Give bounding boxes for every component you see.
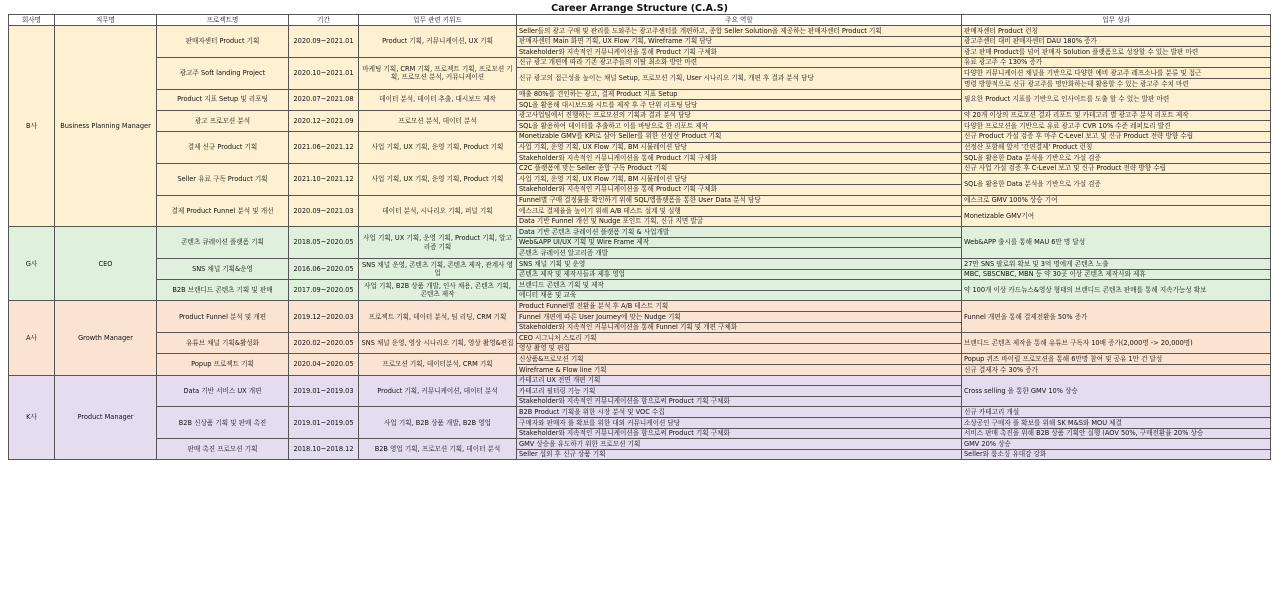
project-name: Product Funnel 분석 및 개편	[157, 301, 289, 333]
result-item: Web&APP 출시를 통해 MAU 6만 명 달성	[962, 227, 1271, 259]
header-job: 직무명	[55, 15, 157, 26]
result-item: MBC, SBSCNBC, MBN 등 약 30곳 이상 콘텐츠 제작사와 제휴	[962, 269, 1271, 280]
project-keywords: 사업 기획, B2B 상품 개발, B2B 영업	[359, 407, 517, 439]
result-item: SQL을 활용한 Data 분석을 기반으로 가설 검증	[962, 174, 1271, 195]
result-item: 다양한 커뮤니케이션 채널을 기반으로 다양한 예비 광고주 레프소나를 분류 및 접근	[962, 68, 1271, 79]
project-name: Data 기반 서비스 UX 개편	[157, 375, 289, 407]
table-row	[9, 131, 1271, 142]
table-row	[9, 375, 1271, 386]
result-item: 신규 Product 가설 검증 후 마주 C-Level 보고 및 신규 Product 전략 방향 수립	[962, 131, 1271, 142]
project-name: SNS 채널 기획&운영	[157, 259, 289, 280]
role-item: Seller들의 광고 구매 및 관리를 도와주는 광고주센터를 개편하고, 종합 Seller Solution을 제공하는 판매자센터 Product 기획	[517, 26, 962, 37]
project-period: 2020.02~2020.05	[289, 333, 359, 354]
role-item: 브랜디드 콘텐츠 기획 및 제작	[517, 280, 962, 291]
role-item: Stakeholder와 지속적인 커뮤니케이션을 함으로써 Product 기획 구체화	[517, 396, 962, 407]
result-item: 유료 광고주 수 130% 증가	[962, 57, 1271, 68]
project-keywords: 마케팅 기획, CRM 기획, 프로젝트 기획, 프로모션 기획, 프로모션 분석, 커뮤니케이션	[359, 57, 517, 89]
table-row	[9, 110, 1271, 121]
table-row	[9, 227, 1271, 238]
table-row	[9, 333, 1271, 344]
project-period: 2020.09~2021.01	[289, 26, 359, 58]
result-item: 신규 결제자 수 30% 증가	[962, 365, 1271, 376]
role-item: 매출 80%를 견인하는 광고, 결제 Product 지표 Setup	[517, 89, 962, 100]
table-row	[9, 26, 1271, 37]
project-period: 2018.05~2020.05	[289, 227, 359, 259]
project-period: 2021.10~2021.12	[289, 163, 359, 195]
role-item: 구매자와 판매자 풀 확보를 위한 대외 커뮤니케이션 담당	[517, 417, 962, 428]
project-keywords: 사업 기획, UX 기획, 운영 기획, Product 기획, 알고리즘 기획	[359, 227, 517, 259]
project-period: 2019.01~2019.05	[289, 407, 359, 439]
project-keywords: 데이터 분석, 시나리오 기획, 퍼널 기획	[359, 195, 517, 227]
header-project: 프로젝트명	[157, 15, 289, 26]
role-item: 신규 광고 개편에 따라 기존 광고주들의 이탈 최소화 방안 마련	[517, 57, 962, 68]
table-row	[9, 407, 1271, 418]
sheet-title: Career Arrange Structure (C.A.S)	[551, 4, 728, 14]
project-name: 유튜브 채널 기획&활성화	[157, 333, 289, 354]
role-item: Stakeholder와 지속적인 커뮤니케이션을 통해 Product 기획 구체화	[517, 47, 962, 58]
project-keywords: SNS 채널 운영, 콘텐츠 기획, 콘텐츠 제작, 관계사 영업	[359, 259, 517, 280]
project-period: 2018.10~2018.12	[289, 439, 359, 460]
result-item: 다양한 프로모션을 기반으로 유료 광고주 CVR 10% 수준 레퍼토리 발견	[962, 121, 1271, 132]
role-item: Data 기반 Funnel 개선 및 Nudge 포인트 기획, 신규 지면 발굴	[517, 216, 962, 227]
result-item: SQL을 활용한 Data 분석을 기반으로 가설 검증	[962, 153, 1271, 164]
role-item: Funnel별 구매 결정률을 확인하기 위해 SQL/앱플랫폼을 통한 User Data 분석 담당	[517, 195, 962, 206]
project-name: 판매자센터 Product 기획	[157, 26, 289, 58]
role-item: 사업 기획, 운영 기획, UX Flow 기획, BM 시뮬레이션 담당	[517, 174, 962, 185]
role-item: 에스크로 결제율을 높이기 위해 A/B 테스트 설계 및 실행	[517, 206, 962, 217]
result-item: 판매자센터 Product 런칭	[962, 26, 1271, 37]
result-item: 소상공인 구매자 풀 확보를 위해 SK M&S와 MOU 체결	[962, 417, 1271, 428]
table-row	[9, 354, 1271, 365]
role-item: Product Funnel별 전환율 분석 후 A/B 테스트 기획	[517, 301, 962, 312]
company-name: K사	[9, 375, 55, 460]
role-item: 신규 광고의 접근성을 높이는 채널 Setup, 프로모션 기획, User 시나리오 기획, 개편 후 결과 분석 담당	[517, 68, 962, 89]
project-name: Popup 프로젝트 기획	[157, 354, 289, 375]
project-period: 2019.01~2019.03	[289, 375, 359, 407]
project-period: 2020.12~2021.09	[289, 110, 359, 131]
project-name: 결제 Product Funnel 분석 및 개선	[157, 195, 289, 227]
result-item: 에스크로 GMV 100% 상승 기여	[962, 195, 1271, 206]
result-item: Seller와 룸소싱 유대감 강화	[962, 449, 1271, 460]
project-keywords: 데이터 분석, 데이터 추출, 대시보드 제작	[359, 89, 517, 110]
project-keywords: 사업 기획, B2B 상품 개발, 인사 채용, 콘텐츠 기획, 콘텐츠 제작	[359, 280, 517, 301]
project-period: 2017.09~2020.05	[289, 280, 359, 301]
role-item: CEO 시그니처 스토리 기획	[517, 333, 962, 344]
project-name: Seller 유료 구독 Product 기획	[157, 163, 289, 195]
table-row	[9, 280, 1271, 291]
project-keywords: Product 기획, 커뮤니케이션, UX 기획	[359, 26, 517, 58]
header-company: 회사명	[9, 15, 55, 26]
project-keywords: 프로젝트 기획, 데이터 분석, 팀 리딩, CRM 기획	[359, 301, 517, 333]
project-name: B2B 브랜디드 콘텐츠 기획 및 판매	[157, 280, 289, 301]
table-row	[9, 259, 1271, 270]
role-item: 에디터 채용 및 교육	[517, 290, 962, 301]
result-item: 필요한 Product 지표를 기반으로 인사이트를 도출 할 수 있는 발판 마련	[962, 89, 1271, 110]
role-item: 카테고리 UX 전면 개편 기획	[517, 375, 962, 386]
table-row	[9, 195, 1271, 206]
project-name: 판매 촉진 프로모션 기획	[157, 439, 289, 460]
project-name: B2B 신상품 기획 및 판매 촉진	[157, 407, 289, 439]
role-item: B2B Product 기획을 위한 시장 분석 및 VOC 수집	[517, 407, 962, 418]
project-period: 2020.09~2021.03	[289, 195, 359, 227]
role-item: Funnel 개편에 따른 User Journey에 맞는 Nudge 기획	[517, 312, 962, 323]
role-item: Stakeholder와 지속적인 커뮤니케이션을 통해 Product 기획 구체화	[517, 184, 962, 195]
role-item: 사업 기획, 운영 기획, UX Flow 기획, BM 시뮬레이션 담당	[517, 142, 962, 153]
result-item: 신규 사업 가설 검증 후 C-Level 보고 및 신규 Product 전략 방향 수립	[962, 163, 1271, 174]
spreadsheet	[8, 4, 1270, 460]
role-item: 카테고리 필터링 기능 기획	[517, 386, 962, 397]
role-item: SQL을 활용해 대시보드와 시트를 제작 후 주 단위 리포팅 담당	[517, 100, 962, 111]
project-keywords: Product 기획, 커뮤니케이션, 데이터 분석	[359, 375, 517, 407]
job-title: CEO	[55, 227, 157, 301]
project-name: 결제 신규 Product 기획	[157, 131, 289, 163]
result-item: 신규 카테고리 개설	[962, 407, 1271, 418]
project-keywords: 사업 기획, UX 기획, 운영 기획, Product 기획	[359, 163, 517, 195]
role-item: 광고사업팀에서 진행하는 프로모션의 기획과 결과 분석 담당	[517, 110, 962, 121]
result-item: Monetizable GMV기여	[962, 206, 1271, 227]
result-item: 명령 방향적으로 신규 광고주를 명안화하는데 활용할 수 있는 광고주 수치 마련	[962, 78, 1271, 89]
header-row	[9, 15, 1271, 26]
role-item: SNS 채널 기획 및 운영	[517, 259, 962, 270]
job-title: Product Manager	[55, 375, 157, 460]
result-item: 27만 SNS 팔로워 확보 및 3억 명에게 콘텐츠 노출	[962, 259, 1271, 270]
project-name: 광고 프로모션 분석	[157, 110, 289, 131]
result-item: 서비스 판매 촉진을 위해 B2B 상품 기획안 실행 (AOV 50%, 구매전환율 20% 상승	[962, 428, 1271, 439]
role-item: Stakeholder와 지속적인 커뮤니케이션을 함으로써 Product 기획 구체화	[517, 428, 962, 439]
header-period: 기간	[289, 15, 359, 26]
role-item: Data 기반 콘텐츠 큐레이션 플랫폼 기획 & 사업개발	[517, 227, 962, 238]
project-period: 2021.06~2021.12	[289, 131, 359, 163]
role-item: 신상품&프로모션 기획	[517, 354, 962, 365]
job-title: Growth Manager	[55, 301, 157, 375]
result-item: Cross selling 을 통한 GMV 10% 상승	[962, 375, 1271, 407]
role-item: 콘텐츠 제작 및 제작사들과 제휴 영업	[517, 269, 962, 280]
project-name: 콘텐츠 큐레이션 플랫폼 기획	[157, 227, 289, 259]
project-keywords: B2B 영업 기획, 프로모션 기획, 데이터 분석	[359, 439, 517, 460]
result-item: 선정산 포함해 앞서 '간편결제' Product 런칭	[962, 142, 1271, 153]
header-roles: 주요 역할	[517, 15, 962, 26]
project-keywords: 프로모션 기획, 데이터분석, CRM 기획	[359, 354, 517, 375]
project-period: 2020.07~2021.08	[289, 89, 359, 110]
role-item: Wireframe & Flow line 기획	[517, 365, 962, 376]
company-name: G사	[9, 227, 55, 301]
result-item: 광고 판매 Product를 넘어 판매자 Solution 플랫폼으로 성장할 수 있는 발판 마련	[962, 47, 1271, 58]
project-period: 2016.06~2020.05	[289, 259, 359, 280]
role-item: Seller 섭외 후 신규 상품 기획	[517, 449, 962, 460]
table-row	[9, 163, 1271, 174]
project-keywords: SNS 채널 운영, 영상 시나리오 기획, 영상 촬영&편집	[359, 333, 517, 354]
table-row	[9, 57, 1271, 68]
role-item: Stakeholder와 지속적인 커뮤니케이션을 통해 Funnel 기획 및 개편 구체화	[517, 322, 962, 333]
result-item: GMV 20% 상승	[962, 439, 1271, 450]
table-row	[9, 89, 1271, 100]
project-period: 2020.04~2020.05	[289, 354, 359, 375]
result-item: 약 100개 이상 카드뉴스&영상 형태의 브랜디드 콘텐츠 판매를 통해 지속가능성 확보	[962, 280, 1271, 301]
project-period: 2019.12~2020.03	[289, 301, 359, 333]
role-item: Stakeholder와 지속적인 커뮤니케이션을 통해 Product 기획 구체화	[517, 153, 962, 164]
header-results: 업무 성과	[962, 15, 1271, 26]
role-item: Monetizable GMV를 KPI로 삼아 Seller를 위한 선정산 Product 기획	[517, 131, 962, 142]
table-row	[9, 301, 1271, 312]
job-title: Business Planning Manager	[55, 26, 157, 227]
result-item: Funnel 개편을 통해 결제전환을 50% 증가	[962, 301, 1271, 333]
table-row	[9, 439, 1271, 450]
role-item: 영상 촬영 및 편집	[517, 343, 962, 354]
project-name: Product 지표 Setup 및 리포팅	[157, 89, 289, 110]
header-keywords: 업무 관련 키워드	[359, 15, 517, 26]
result-item: 약 20개 이상의 프로모션 결과 리포트 및 카테고리 별 광고주 분석 리포트 제작	[962, 110, 1271, 121]
project-name: 광고주 Soft landing Project	[157, 57, 289, 89]
role-item: GMV 상승을 유도하기 위한 프로모션 기획	[517, 439, 962, 450]
role-item: SQL을 활용하여 데이터를 추출하고 이를 바탕으로 한 리포트 제작	[517, 121, 962, 132]
company-name: B사	[9, 26, 55, 227]
project-period: 2020.10~2021.01	[289, 57, 359, 89]
project-keywords: 사업 기획, UX 기획, 운영 기획, Product 기획	[359, 131, 517, 163]
role-item: Web&APP UI/UX 기획 및 Wire Frame 제작	[517, 237, 962, 248]
result-item: Popup 퀴즈 바이럴 프로모션을 통해 6만명 참여 및 공유 1만 건 달성	[962, 354, 1271, 365]
result-item: 광고주센터 대비 판매자센터 DAU 180% 증가	[962, 36, 1271, 47]
role-item: 판매자센터 Main 화면 기획, UX Flow 기획, Wireframe 기획 담당	[517, 36, 962, 47]
project-keywords: 프로모션 분석, 데이터 분석	[359, 110, 517, 131]
career-table	[8, 4, 1271, 460]
role-item: C2C 플랫폼에 맞는 Seller 종합 구독 Product 기획	[517, 163, 962, 174]
company-name: A사	[9, 301, 55, 375]
role-item: 콘텐츠 큐레이션 알고리즘 개발	[517, 248, 962, 259]
result-item: 브랜디드 콘텐츠 제작을 통해 유튜브 구독자 10배 증가(2,000명 -> 20,000명)	[962, 333, 1271, 354]
